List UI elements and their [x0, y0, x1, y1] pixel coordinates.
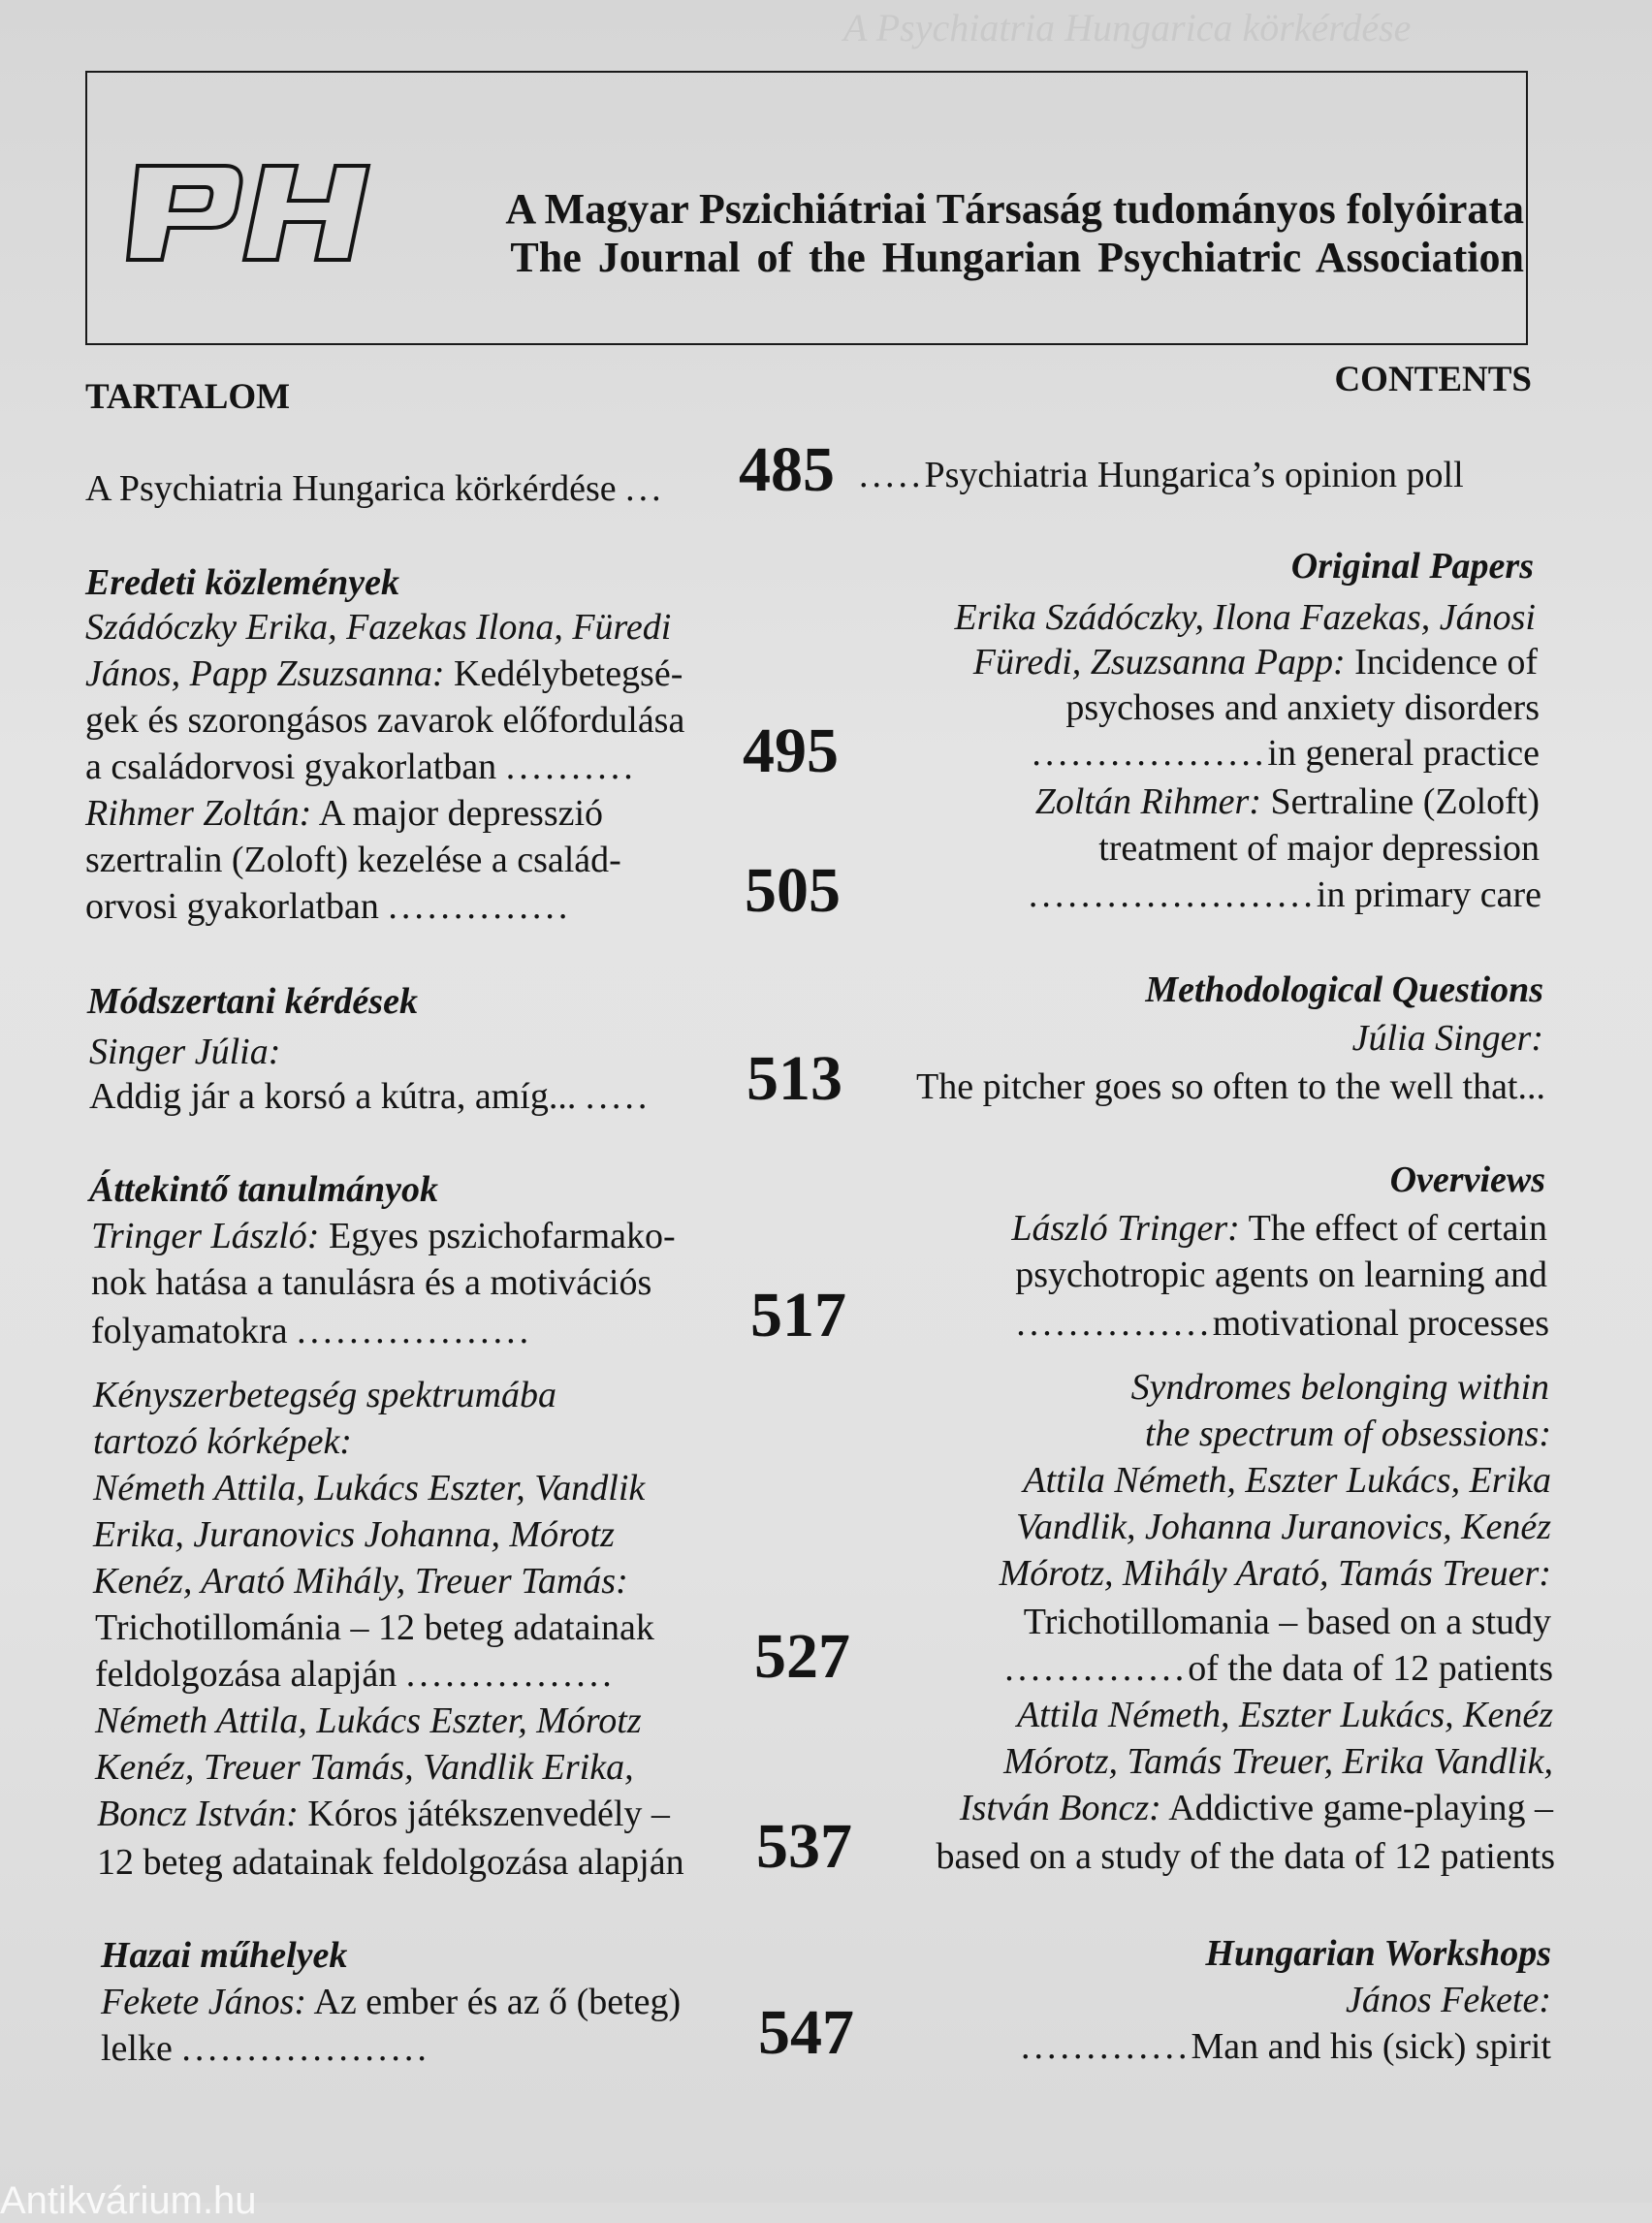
section-heading-hu: Áttekintő tanulmányok: [89, 1169, 439, 1210]
article-title-en[interactable]: .............Man and his (sick) spirit: [1020, 2026, 1551, 2067]
section-heading-hu: Eredeti közlemények: [85, 562, 399, 603]
article-title-hu[interactable]: János, Papp Zsuzsanna: Kedélybetegsé-: [85, 653, 683, 694]
article-title-en-line: treatment of major depression: [1098, 828, 1540, 869]
section-heading-hu-line: tartozó kórképek:: [93, 1421, 352, 1462]
article-title-hu[interactable]: Rihmer Zoltán: A major depresszió: [85, 793, 604, 834]
article-title-hu[interactable]: Trichotillománia – 12 beteg adatainak: [95, 1607, 654, 1648]
article-title-hu-line: nok hatása a tanulásra és a motivációs: [91, 1262, 652, 1303]
section-heading-en: Original Papers: [1290, 546, 1534, 587]
article-authors-hu: Singer Júlia:: [89, 1032, 281, 1072]
article-title-hu-line: gek és szorongásos zavarok előfordulása: [85, 700, 685, 741]
article-authors-hu: Németh Attila, Lukács Eszter, Mórotz: [95, 1700, 642, 1741]
page-number: 513: [747, 1043, 842, 1114]
article-title-en[interactable]: Trichotillomania – based on a study: [1023, 1602, 1551, 1642]
article-title-en-line: ..............of the data of 12 patients: [1004, 1648, 1553, 1689]
article-authors-hu: Szádóczky Erika, Fazekas Ilona, Füredi: [85, 607, 672, 648]
article-title-en[interactable]: László Tringer: The effect of certain: [1011, 1208, 1547, 1249]
section-heading-en-line: the spectrum of obsessions:: [1144, 1413, 1551, 1454]
article-authors-en: Erika Szádóczky, Ilona Fazekas, Jánosi: [954, 597, 1536, 638]
section-heading-en: Overviews: [1389, 1159, 1545, 1200]
contents-heading: CONTENTS: [1334, 360, 1532, 399]
article-title-en[interactable]: The pitcher goes so often to the well that...: [916, 1066, 1545, 1107]
article-authors-en: Vandlik, Johanna Juranovics, Kenéz: [1016, 1507, 1551, 1547]
article-authors-hu: Erika, Juranovics Johanna, Mórotz: [93, 1514, 615, 1555]
article-authors-en: Mórotz, Mihály Arató, Tamás Treuer:: [999, 1553, 1551, 1594]
article-title-en[interactable]: Füredi, Zsuzsanna Papp: Incidence of: [972, 642, 1538, 683]
section-heading-hu: Kényszerbetegség spektrumába: [93, 1375, 557, 1415]
article-title-en[interactable]: István Boncz: Addictive game-playing –: [959, 1788, 1553, 1828]
article-authors-en: Júlia Singer:: [1351, 1018, 1543, 1059]
article-title-hu[interactable]: Fekete János: Az ember és az ő (beteg): [101, 1982, 682, 2022]
article-title-hu[interactable]: Boncz István: Kóros játékszenvedély –: [97, 1794, 670, 1834]
journal-header: [85, 71, 1528, 345]
section-heading-en: Hungarian Workshops: [1205, 1933, 1551, 1974]
ph-logo: [109, 158, 390, 265]
article-authors-hu: Kenéz, Treuer Tamás, Vandlik Erika,: [95, 1747, 634, 1788]
toc-entry-hu[interactable]: A Psychiatria Hungarica körkérdése ...: [85, 468, 665, 509]
article-authors-en: Attila Németh, Eszter Lukács, Kenéz: [1016, 1695, 1553, 1735]
page-number: 527: [754, 1621, 850, 1692]
page-number: 505: [745, 855, 841, 926]
article-authors-hu: Kenéz, Arató Mihály, Treuer Tamás:: [93, 1561, 628, 1602]
page-number: 517: [750, 1280, 846, 1350]
page-number: 495: [743, 715, 839, 786]
article-title-hu[interactable]: Tringer László: Egyes pszichofarmako-: [91, 1216, 676, 1256]
article-title-hu[interactable]: Addig jár a korsó a kútra, amíg... .....: [89, 1076, 651, 1117]
article-title-hu-line: folyamatokra ..................: [91, 1311, 533, 1351]
article-authors-en: Mórotz, Tamás Treuer, Erika Vandlik,: [1003, 1741, 1553, 1782]
article-title-en-line: based on a study of the data of 12 patients: [936, 1836, 1555, 1877]
article-authors-en: Attila Németh, Eszter Lukács, Erika: [1023, 1460, 1551, 1501]
toc-entry-en[interactable]: .....Psychiatria Hungarica’s opinion poll: [859, 455, 1464, 495]
article-title-hu-line: lelke ...................: [101, 2028, 430, 2069]
journal-title-hungarian: A Magyar Pszichiátriai Társaság tudományos folyóirata: [505, 185, 1524, 233]
page-number: 485: [739, 434, 835, 505]
article-title-hu-line: szertralin (Zoloft) kezelése a család-: [85, 840, 621, 880]
journal-title-english: The Journal of the Hungarian Psychiatric Association: [510, 234, 1524, 281]
section-heading-hu: Hazai műhelyek: [101, 1935, 348, 1976]
article-title-en-line: ......................in primary care: [1028, 874, 1541, 915]
section-heading-en: Syndromes belonging within: [1130, 1367, 1549, 1408]
article-title-en-line: psychotropic agents on learning and: [1015, 1254, 1547, 1295]
page-number: 547: [758, 1997, 854, 2068]
article-title-hu-line: orvosi gyakorlatban ..............: [85, 886, 572, 927]
bleed-through-text: A Psychiatria Hungarica körkérdése: [843, 6, 1412, 49]
article-authors-hu: Németh Attila, Lukács Eszter, Vandlik: [93, 1468, 646, 1508]
article-title-en[interactable]: Zoltán Rihmer: Sertraline (Zoloft): [1034, 781, 1540, 822]
tartalom-heading: TARTALOM: [85, 377, 291, 417]
article-title-en-line: ...............motivational processes: [1016, 1303, 1549, 1344]
article-title-hu-line: 12 beteg adatainak feldolgozása alapján: [97, 1842, 684, 1883]
section-heading-en: Methodological Questions: [1145, 969, 1543, 1010]
article-title-hu-line: feldolgozása alapján ................: [95, 1654, 616, 1695]
article-title-en-line: ..................in general practice: [1032, 733, 1540, 774]
page-number: 537: [756, 1811, 852, 1882]
article-authors-en: János Fekete:: [1345, 1980, 1551, 2020]
section-heading-hu: Módszertani kérdések: [87, 981, 418, 1022]
article-title-en-line: psychoses and anxiety disorders: [1065, 687, 1540, 728]
watermark-text: Antikvárium.hu: [0, 2179, 257, 2222]
article-title-hu-line: a családorvosi gyakorlatban ..........: [85, 746, 637, 787]
